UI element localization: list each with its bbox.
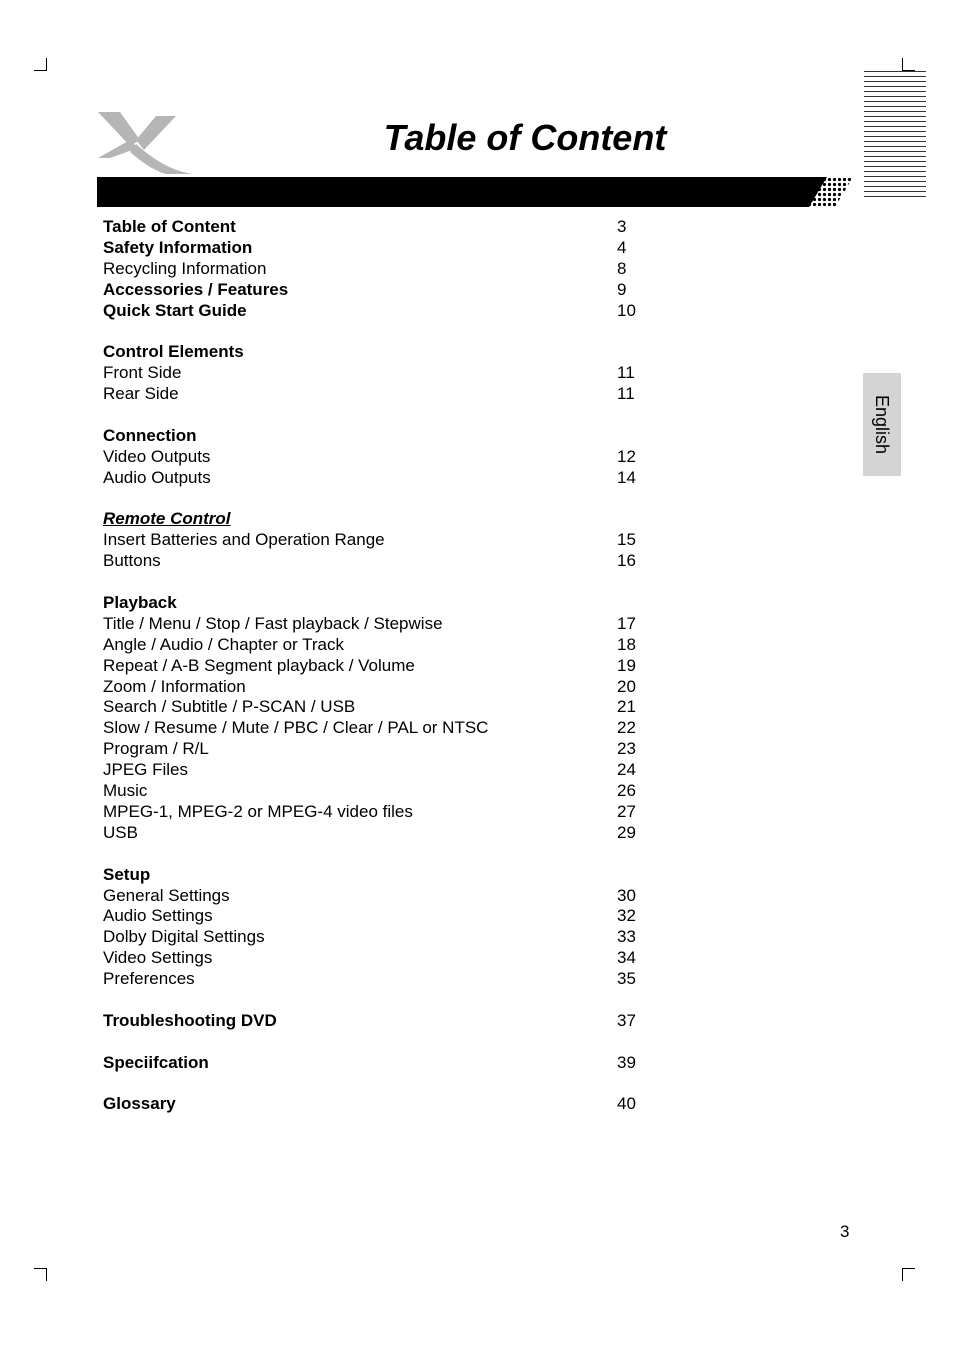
toc-entry-page: 23 xyxy=(617,739,636,759)
toc-entry-page: 26 xyxy=(617,781,636,801)
toc-entry-label: Angle / Audio / Chapter or Track xyxy=(103,634,344,654)
toc-entry xyxy=(103,551,663,572)
toc-entry xyxy=(103,906,663,927)
toc-entry-page: 40 xyxy=(617,1094,636,1114)
toc-entry xyxy=(103,677,663,698)
toc-entry xyxy=(103,530,663,551)
toc-entry xyxy=(103,1094,663,1115)
page-title: Table of Content xyxy=(383,117,667,158)
toc-entry xyxy=(103,948,663,969)
toc-entry xyxy=(103,363,663,384)
toc-entry-page: 16 xyxy=(617,551,636,571)
toc-entry-label: Accessories / Features xyxy=(103,279,289,299)
toc-entry-label: JPEG Files xyxy=(103,760,189,780)
crop-mark-top-right xyxy=(902,58,915,71)
toc-entry-label: Table of Content xyxy=(103,217,236,236)
toc-entry-label: Front Side xyxy=(103,363,182,383)
language-tab xyxy=(863,373,901,476)
toc-entry-label: Program / R/L xyxy=(103,739,209,759)
toc-entry-page: 14 xyxy=(617,467,636,487)
toc-entry xyxy=(103,301,663,322)
toc-entry-page: 15 xyxy=(617,530,636,550)
toc-section-heading xyxy=(103,509,663,530)
toc-entry-label: General Settings xyxy=(103,885,230,905)
toc-entry-page: 19 xyxy=(617,655,636,675)
toc-entry-page: 24 xyxy=(617,760,636,780)
toc-entry xyxy=(103,1053,663,1074)
toc-entry-page: 32 xyxy=(617,906,636,926)
toc-entry-label: Buttons xyxy=(103,551,161,571)
toc-entry xyxy=(103,259,663,280)
toc-entry-label: Insert Batteries and Operation Range xyxy=(103,530,385,550)
toc-entry-page: 33 xyxy=(617,927,636,947)
toc-section-heading xyxy=(103,865,663,886)
toc-entry-label: Speciifcation xyxy=(103,1052,209,1072)
toc-entry-page: 39 xyxy=(617,1052,636,1072)
toc-entry xyxy=(103,760,663,781)
language-tab-label: English xyxy=(872,394,892,455)
toc-entry xyxy=(103,238,663,259)
toc-entry-page: 35 xyxy=(617,969,636,989)
toc-entry-page: 30 xyxy=(617,885,636,905)
toc-entry-label: Title / Menu / Stop / Fast playback / Stepwise xyxy=(103,613,443,633)
brand-x-logo-icon xyxy=(96,110,192,176)
toc-entry-label: MPEG-1, MPEG-2 or MPEG-4 video files xyxy=(103,801,413,821)
toc-entry xyxy=(103,614,663,635)
section-gap xyxy=(103,844,663,865)
toc-entry-label: Slow / Resume / Mute / PBC / Clear / PAL or NTSC xyxy=(103,718,489,738)
toc-entry-page: 34 xyxy=(617,948,636,968)
toc-entry-page: 9 xyxy=(617,279,627,299)
toc-entry-page: 20 xyxy=(617,676,636,696)
toc-entry-label: Playback xyxy=(103,593,177,613)
toc-entry-page: 12 xyxy=(617,446,636,466)
decorative-stripes xyxy=(864,71,926,199)
toc-entry xyxy=(103,1011,663,1032)
toc-entry xyxy=(103,969,663,990)
toc-entry xyxy=(103,447,663,468)
toc-entry-page: 18 xyxy=(617,634,636,654)
toc-entry xyxy=(103,886,663,907)
toc-section-heading xyxy=(103,593,663,614)
toc-entry-label: Zoom / Information xyxy=(103,676,246,696)
toc-entry-label: Dolby Digital Settings xyxy=(103,927,265,947)
toc-entry-page: 27 xyxy=(617,801,636,821)
toc-entry-page: 8 xyxy=(617,258,627,278)
toc-entry-page: 4 xyxy=(617,237,627,257)
toc-entry-label: Repeat / A-B Segment playback / Volume xyxy=(103,655,415,675)
toc-entry-label: USB xyxy=(103,822,138,842)
toc-entry xyxy=(103,718,663,739)
title-bar xyxy=(97,177,853,207)
section-gap xyxy=(103,572,663,593)
toc-entry-page: 37 xyxy=(617,1010,636,1030)
toc-entry-page: 17 xyxy=(617,613,636,633)
toc-entry xyxy=(103,217,663,238)
toc-entry xyxy=(103,280,663,301)
section-gap xyxy=(103,990,663,1011)
toc-entry-page: 11 xyxy=(617,384,635,404)
toc-entry xyxy=(103,802,663,823)
toc-entry xyxy=(103,781,663,802)
toc-entry-label: Quick Start Guide xyxy=(103,300,247,320)
toc-entry xyxy=(103,635,663,656)
toc-entry-label: Music xyxy=(103,781,148,801)
crop-mark-top-left xyxy=(34,58,47,71)
toc-entry-label: Safety Information xyxy=(103,237,253,257)
section-gap xyxy=(103,321,663,342)
section-gap xyxy=(103,1032,663,1053)
toc-entry-page: 21 xyxy=(617,697,636,717)
toc-entry-label: Glossary xyxy=(103,1094,176,1114)
toc-entry-page: 11 xyxy=(617,363,635,383)
toc-entry-label: Troubleshooting DVD xyxy=(103,1010,277,1030)
toc-entry-page: 22 xyxy=(617,718,636,738)
toc-entry-label: Connection xyxy=(103,425,197,445)
crop-mark-bottom-left xyxy=(34,1268,47,1281)
toc-entry xyxy=(103,697,663,718)
toc-entry-page: 3 xyxy=(617,217,627,236)
toc-entry-page: 29 xyxy=(617,822,636,842)
toc-entry xyxy=(103,468,663,489)
toc-entry xyxy=(103,823,663,844)
page-number: 3 xyxy=(840,1222,850,1241)
toc-entry-label: Search / Subtitle / P-SCAN / USB xyxy=(103,697,356,717)
toc-section-heading xyxy=(103,342,663,363)
section-gap xyxy=(103,1074,663,1095)
section-gap xyxy=(103,489,663,510)
toc-entry-page: 10 xyxy=(617,300,636,320)
toc-entry-label: Audio Settings xyxy=(103,906,213,926)
toc-entry-label: Control Elements xyxy=(103,342,244,362)
section-gap xyxy=(103,405,663,426)
toc-entry-label: Video Outputs xyxy=(103,446,211,466)
toc-entry-label: Rear Side xyxy=(103,384,179,404)
toc-entry-label: Preferences xyxy=(103,969,195,989)
toc-entry-label: Video Settings xyxy=(103,948,213,968)
toc-section-heading xyxy=(103,426,663,447)
crop-mark-bottom-right xyxy=(902,1268,915,1281)
toc-entry-label: Audio Outputs xyxy=(103,467,211,487)
toc-entry-label: Remote Control xyxy=(103,509,231,529)
toc-entry xyxy=(103,927,663,948)
toc-entry-label: Setup xyxy=(103,864,151,884)
toc-entry xyxy=(103,656,663,677)
toc-entry xyxy=(103,384,663,405)
toc-entry-label: Recycling Information xyxy=(103,258,267,278)
table-of-contents xyxy=(103,217,663,1115)
toc-entry xyxy=(103,739,663,760)
